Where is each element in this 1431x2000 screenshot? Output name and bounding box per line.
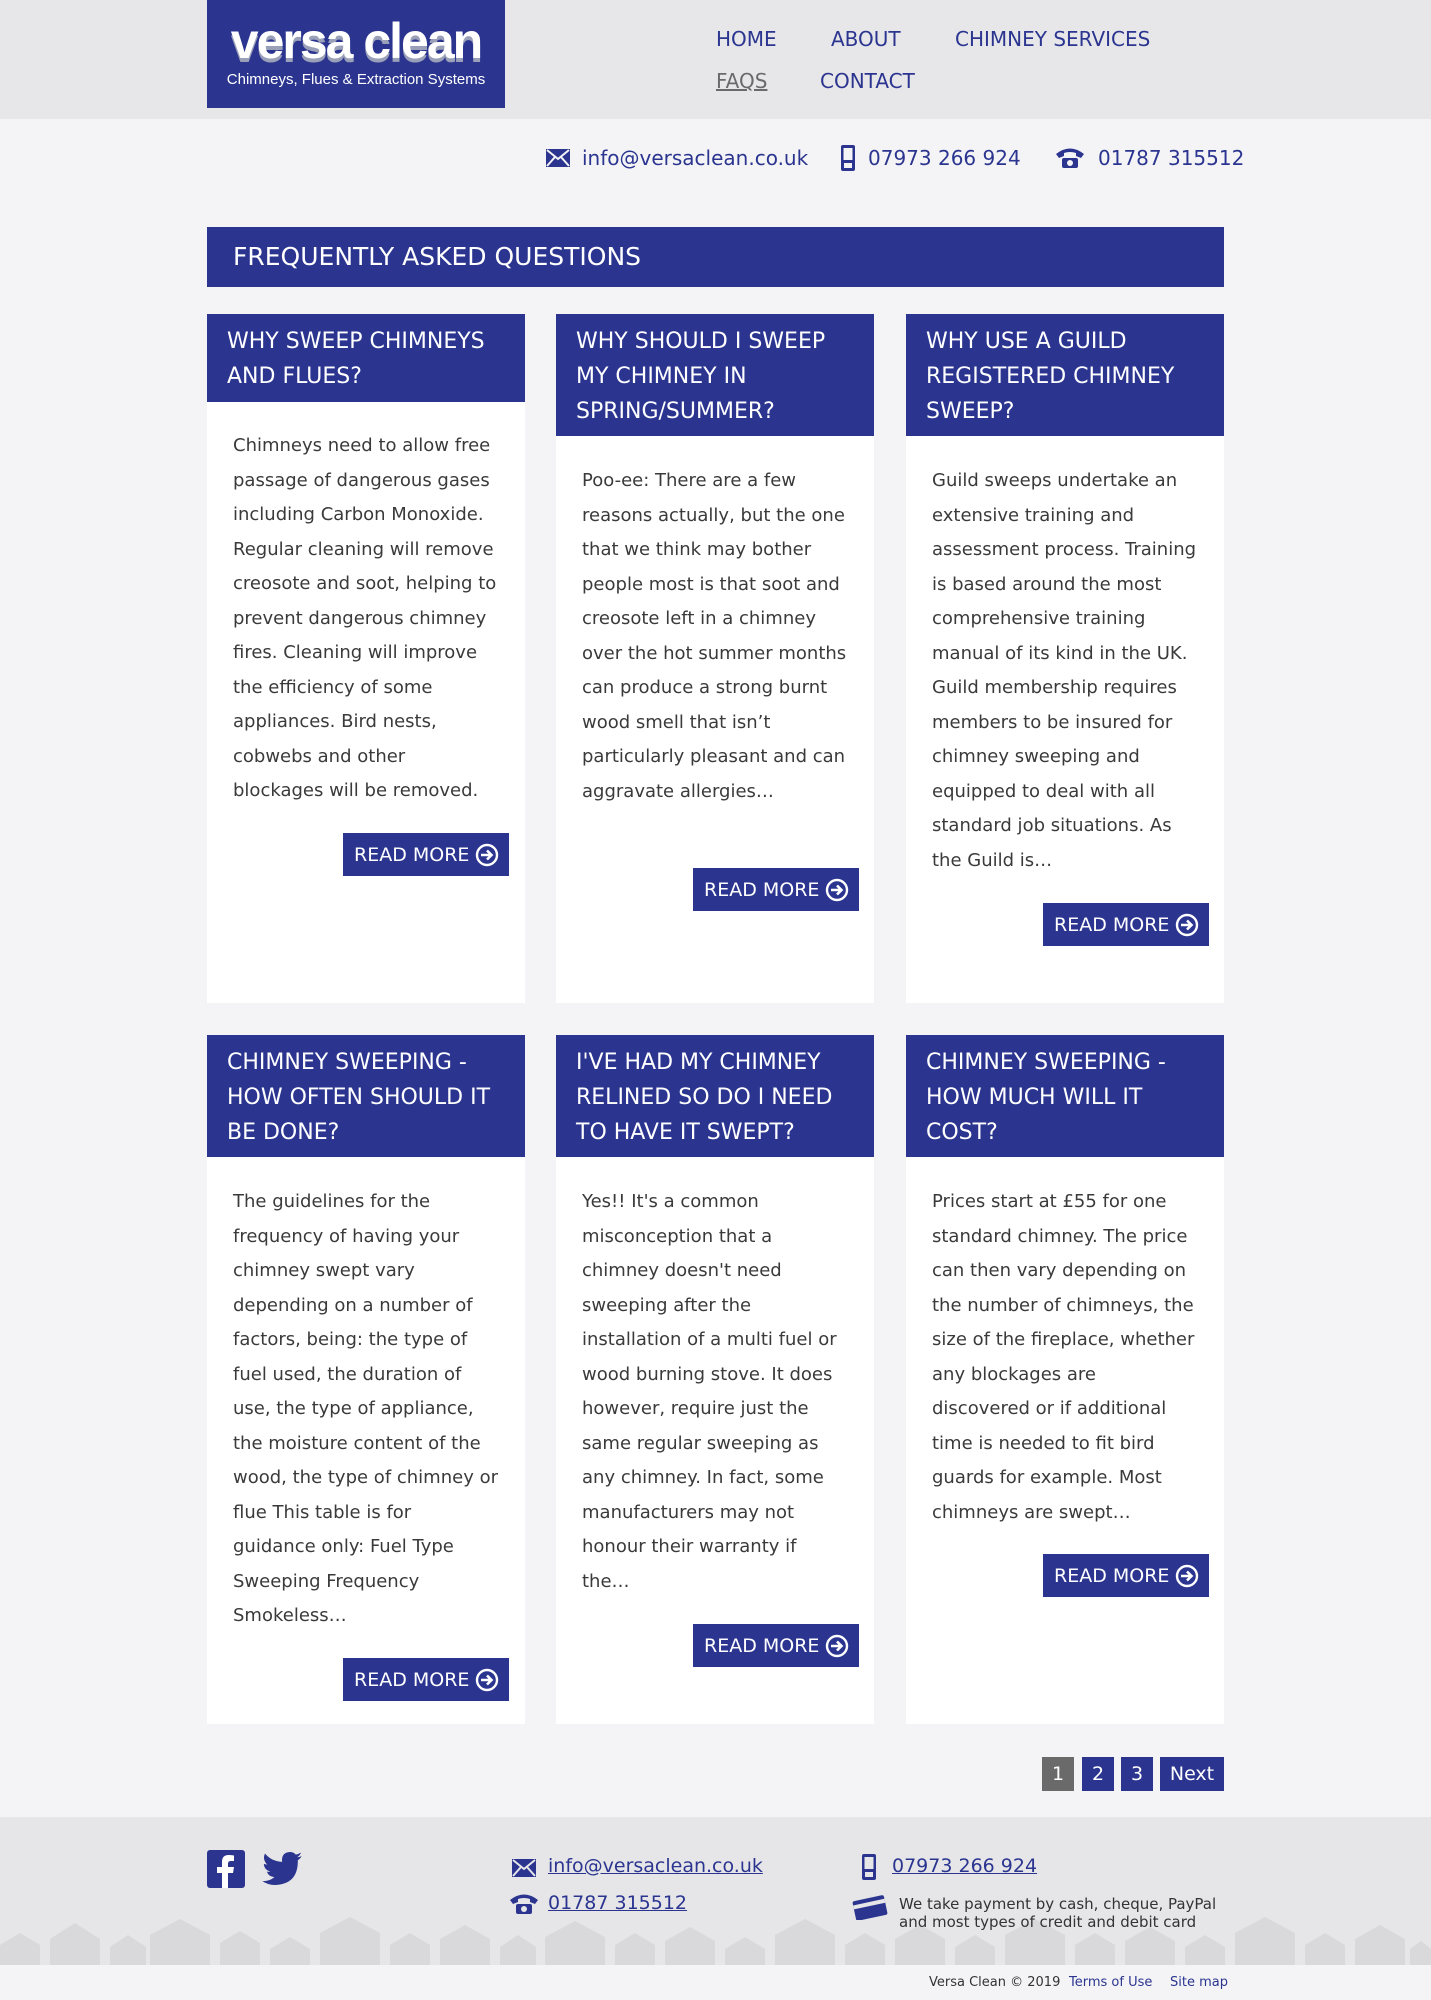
faq-card-excerpt: Prices start at £55 for one standard chimney. The price can then vary depending on the number of chimneys, the size of the fireplace, whether any blockages are discovered or if additional time is needed to fit bird guards for example. Most chimneys are swept…: [932, 1191, 1195, 1523]
read-more-label: READ MORE: [1054, 913, 1170, 936]
read-more-label: READ MORE: [354, 843, 470, 866]
mobile-phone-icon: [840, 145, 856, 171]
read-more-button[interactable]: [693, 1624, 859, 1667]
faq-card-excerpt: The guidelines for the frequency of having your chimney swept vary depending on a number of factors, being: the type of fuel used, the duration of use, the type of appliance, the moisture content of the wood, the type of chimney or flue This table is for guidance only: Fuel Type Sweeping Frequency Smokeless…: [233, 1191, 498, 1626]
faq-card-title[interactable]: WHY USE A GUILD REGISTERED CHIMNEY SWEEP?: [906, 314, 1224, 436]
next-page-button[interactable]: Next: [1160, 1757, 1224, 1791]
footer-phone-link[interactable]: 01787 315512: [548, 1892, 688, 1914]
envelope-icon: [546, 149, 570, 167]
nav-faqs[interactable]: FAQS: [716, 69, 768, 93]
twitter-icon[interactable]: [262, 1852, 302, 1889]
read-more-button[interactable]: [343, 1658, 509, 1701]
page-1[interactable]: 1: [1042, 1757, 1074, 1791]
read-more-label: READ MORE: [704, 1634, 820, 1657]
faq-card-title[interactable]: WHY SHOULD I SWEEP MY CHIMNEY IN SPRING/SUMMER?: [556, 314, 874, 436]
faq-card: [207, 314, 525, 1003]
read-more-label: READ MORE: [1054, 1564, 1170, 1587]
faq-card-title[interactable]: CHIMNEY SWEEPING - HOW OFTEN SHOULD IT BE DONE?: [207, 1035, 525, 1157]
arrow-right-circle-icon: [825, 1634, 849, 1658]
faq-card-excerpt: Poo-ee: There are a few reasons actually, but the one that we think may bother people most is that soot and creosote left in a chimney over the hot summer months can produce a strong burnt wood smell that isn’t particularly pleasant and can aggravate allergies…: [582, 470, 847, 802]
header-email-link[interactable]: [546, 143, 808, 173]
logo-tagline: Chimneys, Flues & Extraction Systems: [226, 71, 486, 88]
nav-about[interactable]: ABOUT: [831, 27, 901, 51]
copyright: Versa Clean © 2019: [929, 1975, 1061, 1990]
header-mobile-text: 07973 266 924: [868, 146, 1021, 170]
mobile-phone-icon: [861, 1854, 877, 1880]
page-3[interactable]: 3: [1121, 1757, 1153, 1791]
read-more-button[interactable]: [1043, 903, 1209, 946]
faq-card-excerpt: Guild sweeps undertake an extensive training and assessment process. Training is based around the most comprehensive training manual of its kind in the UK. Guild membership requires members to be insured for chimney sweeping and equipped to deal with all standard job situations. As the Guild is…: [932, 470, 1197, 871]
nav-contact[interactable]: CONTACT: [820, 69, 915, 93]
telephone-icon: [1054, 147, 1086, 169]
nav-chimney-services[interactable]: CHIMNEY SERVICES: [955, 27, 1151, 51]
sitemap-link[interactable]: Site map: [1170, 1975, 1228, 1990]
arrow-right-circle-icon: [475, 843, 499, 867]
faq-card: [207, 1035, 525, 1724]
logo[interactable]: [207, 0, 505, 108]
header-phone-link[interactable]: [1054, 143, 1244, 173]
facebook-icon[interactable]: [207, 1850, 245, 1892]
header-mobile-link[interactable]: [840, 143, 1021, 173]
arrow-right-circle-icon: [1175, 913, 1199, 937]
faq-card: [556, 1035, 874, 1724]
nav-home[interactable]: HOME: [716, 27, 777, 51]
card-payment-icon: [852, 1890, 892, 1920]
page-title: FREQUENTLY ASKED QUESTIONS: [207, 227, 1224, 287]
read-more-button[interactable]: [1043, 1554, 1209, 1597]
telephone-icon: [508, 1893, 540, 1915]
read-more-button[interactable]: [343, 833, 509, 876]
faq-card-title[interactable]: WHY SWEEP CHIMNEYS AND FLUES?: [207, 314, 525, 402]
faq-card: [906, 1035, 1224, 1724]
read-more-label: READ MORE: [354, 1668, 470, 1691]
envelope-icon: [512, 1859, 536, 1877]
faq-card: [906, 314, 1224, 1003]
read-more-label: READ MORE: [704, 878, 820, 901]
read-more-button[interactable]: [693, 868, 859, 911]
arrow-right-circle-icon: [1175, 1564, 1199, 1588]
header-email-text: info@versaclean.co.uk: [582, 146, 809, 170]
arrow-right-circle-icon: [475, 1668, 499, 1692]
faq-card-title[interactable]: CHIMNEY SWEEPING - HOW MUCH WILL IT COST?: [906, 1035, 1224, 1157]
footer-email-link[interactable]: info@versaclean.co.uk: [548, 1855, 763, 1877]
footer-mobile-link[interactable]: 07973 266 924: [892, 1855, 1038, 1877]
logo-wordmark: versa clean: [230, 13, 482, 69]
payment-note: We take payment by cash, cheque, PayPal and most types of credit and debit card: [899, 1895, 1217, 1931]
page-2[interactable]: 2: [1082, 1757, 1114, 1791]
faq-card-title[interactable]: I'VE HAD MY CHIMNEY RELINED SO DO I NEED TO HAVE IT SWEPT?: [556, 1035, 874, 1157]
faq-card-excerpt: Chimneys need to allow free passage of dangerous gases including Carbon Monoxide. Regular cleaning will remove creosote and soot, helping to prevent dangerous chimney fires. Cleaning will improve the efficiency of some appliances. Bird nests, cobwebs and other blockages will be removed.: [233, 435, 497, 801]
arrow-right-circle-icon: [825, 878, 849, 902]
terms-link[interactable]: Terms of Use: [1069, 1975, 1153, 1990]
header-phone-text: 01787 315512: [1098, 146, 1245, 170]
faq-card-excerpt: Yes!! It's a common misconception that a chimney doesn't need sweeping after the installation of a multi fuel or wood burning stove. It does however, require just the same regular sweeping as any chimney. In fact, some manufacturers may not honour their warranty if the…: [582, 1191, 837, 1592]
